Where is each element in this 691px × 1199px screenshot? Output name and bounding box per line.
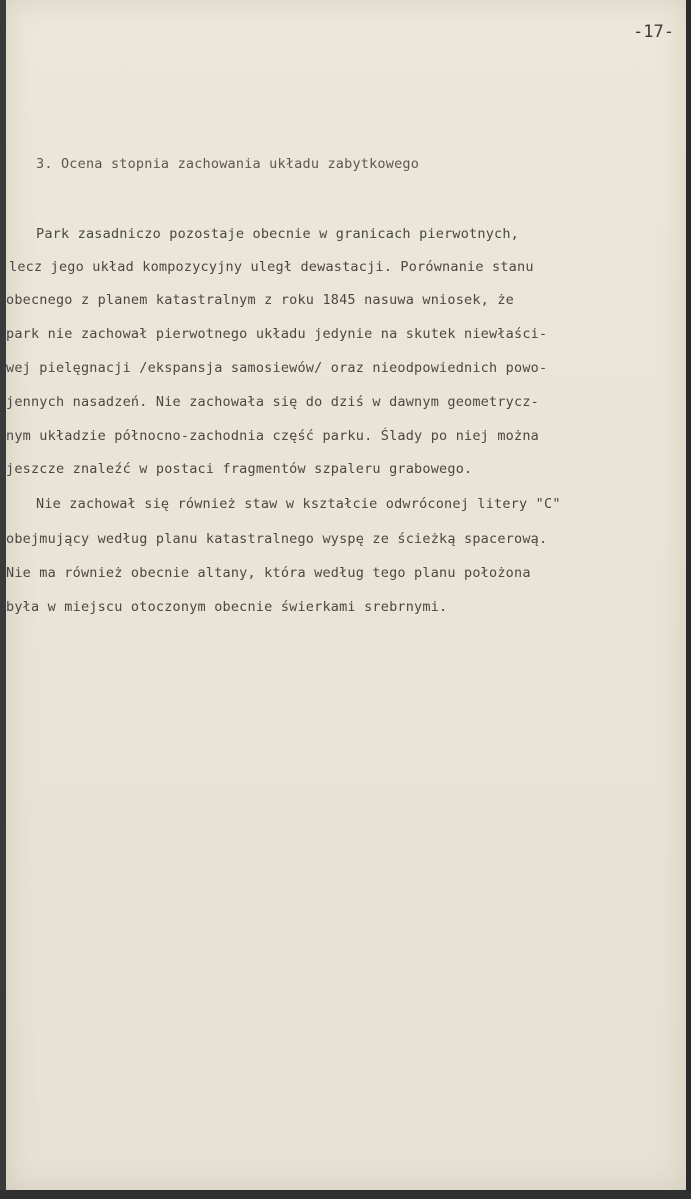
text-line: Nie zachował się również staw w kształcie odwróconej litery "C" (36, 496, 561, 512)
text-line: nym układzie północno-zachodnia część parku. Ślady po niej można (6, 428, 539, 444)
text-line: jennych nasadzeń. Nie zachowała się do dziś w dawnym geometrycz- (6, 394, 539, 410)
page-number: -17- (633, 22, 674, 42)
text-line: park nie zachował pierwotnego układu jedynie na skutek niewłaści- (6, 326, 548, 342)
text-line: obejmujący według planu katastralnego wyspę ze ścieżką spacerową. (6, 531, 548, 547)
scan-edge-bottom (0, 1190, 691, 1199)
section-heading: 3. Ocena stopnia zachowania układu zabytkowego (36, 156, 420, 172)
document-page (6, 0, 686, 1190)
text-line: obecnego z planem katastralnym z roku 1845 nasuwa wniosek, że (6, 292, 514, 308)
text-line: Park zasadniczo pozostaje obecnie w granicach pierwotnych, (36, 226, 520, 242)
text-line: jeszcze znaleźć w postaci fragmentów szpaleru grabowego. (6, 461, 473, 477)
text-line: wej pielęgnacji /ekspansja samosiewów/ oraz nieodpowiednich powo- (6, 360, 548, 376)
text-line: lecz jego układ kompozycyjny uległ dewastacji. Porównanie stanu (9, 259, 534, 275)
scan-edge-right (686, 0, 691, 1199)
text-line: była w miejscu otoczonym obecnie świerkami srebrnymi. (6, 599, 448, 615)
text-line: Nie ma również obecnie altany, która według tego planu położona (6, 565, 531, 581)
